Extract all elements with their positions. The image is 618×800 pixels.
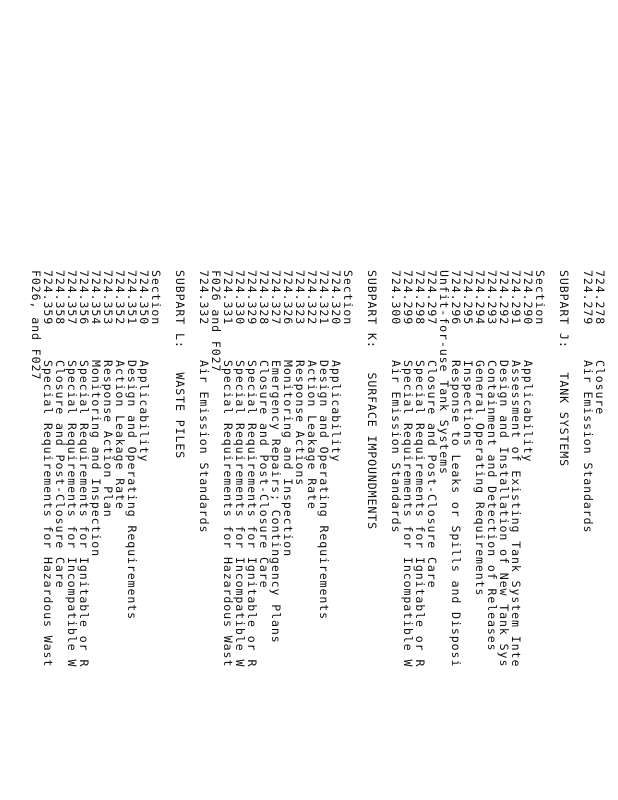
entry-title: Special Requirements for Incompatible W: [401, 360, 415, 668]
section-number: 724.350: [137, 270, 151, 326]
section-number: 724.322: [305, 270, 319, 326]
section-number: 724.359: [41, 270, 55, 326]
toc-entry: [270, 270, 282, 644]
entry-title: Closure: [593, 360, 607, 416]
section-number: 724.332: [197, 270, 211, 326]
entry-title: F026 and F027: [209, 270, 223, 373]
section-number: 724.290: [521, 270, 535, 326]
toc-entry: [330, 270, 342, 462]
entry-title: Monitoring and Inspection: [281, 360, 295, 558]
entry-title: Containment and Detection of Releases: [485, 360, 499, 652]
section-number: 724.292: [497, 270, 511, 326]
section-number: 724.352: [113, 270, 127, 326]
section-number: 724.298: [413, 270, 427, 326]
toc-entry: [282, 270, 294, 557]
toc-entry: [402, 270, 414, 667]
entry-title: Closure and Post-Closure Care: [425, 360, 439, 589]
entry-title: Design and Operating Requirements: [317, 360, 331, 621]
entry-title: Monitoring and Inspection: [89, 360, 103, 558]
entry-title: Special Requirements for Ignitable or R: [245, 360, 259, 668]
section-number: 724.326: [281, 270, 295, 326]
toc-entry: [498, 270, 510, 667]
entry-title: Applicability: [521, 360, 535, 463]
section-number: 724.300: [389, 270, 403, 326]
section-number: 724.331: [221, 270, 235, 326]
section-number: Section: [533, 270, 547, 326]
entry-title: F026, and F027: [29, 270, 43, 381]
section-number: 724.294: [473, 270, 487, 326]
toc-entry: [582, 270, 594, 533]
entry-title: General Operating Requirements: [473, 360, 487, 597]
toc-entry: [510, 270, 522, 667]
entry-title: Action Leakage Rate: [305, 360, 319, 510]
entry-title: Special Requirements for Incompatible W: [65, 360, 79, 668]
entry-title: Design and Installation of New Tank Sys: [497, 360, 511, 668]
toc-entry: [450, 270, 462, 667]
section-number: 724.293: [485, 270, 499, 326]
section-number: 724.297: [425, 270, 439, 326]
toc-entry: [522, 270, 534, 462]
entry-title: Emergency Repairs; Contingency Plans: [269, 360, 283, 644]
toc-entry: [78, 270, 90, 667]
section-number: 724.356: [77, 270, 91, 326]
entry-title: Action Leakage Rate: [113, 360, 127, 510]
subpart-heading: SUBPART J: TANK SYSTEMS: [557, 270, 571, 468]
toc-entry: [318, 270, 330, 620]
toc-entry: [198, 270, 210, 533]
entry-title: Applicability: [329, 360, 343, 463]
toc-entry: [54, 270, 66, 589]
toc-entry: [594, 270, 606, 415]
section-number: 724.329: [245, 270, 259, 326]
toc-entry: [30, 270, 42, 380]
section-number: 724.354: [89, 270, 103, 326]
section-number: 724.327: [269, 270, 283, 326]
section-number: 724.357: [65, 270, 79, 326]
entry-title: Response Actions: [293, 360, 307, 487]
entry-title: Air Emission Standards: [581, 360, 595, 534]
section-number: 724.296: [449, 270, 463, 326]
entry-title: Special Requirements for Hazardous Wast: [41, 360, 55, 668]
toc-entry: [462, 270, 474, 447]
entry-title: Special Requirements for Ignitable or R: [77, 360, 91, 668]
entry-title: Special Requirements for Incompatible W: [233, 360, 247, 668]
toc-entry: [474, 270, 486, 596]
section-number: 724.330: [233, 270, 247, 326]
section-number: 724.328: [257, 270, 271, 326]
toc-entry: [246, 270, 258, 667]
section-number: Section: [149, 270, 163, 326]
section-number: 724.320: [329, 270, 343, 326]
section-number: 724.353: [101, 270, 115, 326]
subpart-heading: SUBPART K: SURFACE IMPOUNDMENTS: [365, 270, 379, 531]
section-number: 724.323: [293, 270, 307, 326]
entry-title: Closure and Post-Closure Care: [257, 360, 271, 589]
toc-entry: [390, 270, 402, 533]
toc-entry: [486, 270, 498, 652]
toc-entry: [294, 270, 306, 486]
toc-entry: [102, 270, 114, 518]
section-number: 724.278: [593, 270, 607, 326]
toc-entry: [342, 270, 354, 360]
entry-title: Inspections: [461, 360, 475, 447]
section-number: 724.299: [401, 270, 415, 326]
section-number: 724.279: [581, 270, 595, 326]
toc-entry: [138, 270, 150, 462]
entry-title: Closure and Post-Closure Care: [53, 360, 67, 589]
subpart-heading: SUBPART L: WASTE PILES: [173, 270, 187, 460]
section-number: Section: [341, 270, 355, 326]
section-number: 724.291: [509, 270, 523, 326]
section-number: 724.358: [53, 270, 67, 326]
section-number: 724.295: [461, 270, 475, 326]
toc-entry: [114, 270, 126, 510]
toc-entry: [534, 270, 546, 360]
toc-entry: [66, 270, 78, 667]
entry-title: Air Emission Standards: [389, 360, 403, 534]
toc-entry: [414, 270, 426, 667]
entry-title: Response to Leaks or Spills and Disposi: [449, 360, 463, 668]
entry-title: Assessment of Existing Tank System Inte: [509, 360, 523, 668]
entry-title: Special Requirements for Hazardous Wast: [221, 360, 235, 668]
toc-entry: [150, 270, 162, 360]
toc-entry: [210, 270, 222, 372]
section-number: 724.321: [317, 270, 331, 326]
toc-entry: [42, 270, 54, 667]
entry-title: Response Action Plan: [101, 360, 115, 518]
entry-title: Design and Operating Requirements: [125, 360, 139, 621]
entry-title: Special Requirements for Ignitable or R: [413, 360, 427, 668]
toc-entry: [306, 270, 318, 510]
toc-entry: [438, 270, 450, 475]
toc-entry: [426, 270, 438, 589]
toc-entry: [222, 270, 234, 667]
toc-entry: [126, 270, 138, 620]
entry-title: Unfit-for-use Tank Systems: [437, 270, 451, 475]
entry-title: Applicability: [137, 360, 151, 463]
toc-entry: [234, 270, 246, 667]
section-number: 724.351: [125, 270, 139, 326]
entry-title: Air Emission Standards: [197, 360, 211, 534]
toc-entry: [258, 270, 270, 589]
toc-entry: [90, 270, 102, 557]
